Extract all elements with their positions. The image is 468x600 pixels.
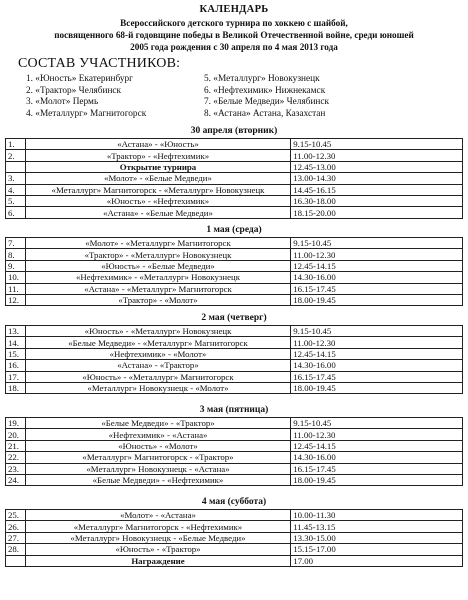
game-time: 14.30-16.00 [291,272,463,283]
game-time: 14.45-16.15 [291,184,463,195]
table-row [6,161,463,172]
game-teams: «Молот» - «Астана» [25,510,290,521]
participant-item: 6. «Нефтехимик» Нижнекамск [204,85,326,96]
game-teams: «Астана» - «Белые Медведи» [25,207,290,218]
schedule-table [5,509,463,567]
table-row [6,283,463,294]
game-time: 9.15-10.45 [291,238,463,249]
game-teams: «Металлург» Новокузнецк - «Белые Медведи» [25,532,290,543]
game-teams: «Металлург» Магнитогорск - «Нефтехимик» [25,521,290,532]
table-row [6,150,463,161]
game-teams: «Белые Медведи» - «Нефтехимик» [25,474,290,485]
day-heading: 3 мая (пятница) [199,405,269,415]
participant-item: 5. «Металлург» Новокузнецк [204,74,320,84]
game-time: 12.45-14.15 [291,348,463,359]
table-row [6,139,463,150]
game-number: 5. [6,195,26,206]
game-number: 24. [6,474,26,485]
table-row [6,337,463,348]
game-time: 11.00-12.30 [291,429,463,440]
event-name: Открытие турнира [25,161,290,172]
game-number: 8. [6,249,26,260]
game-time: 18.00-19.45 [291,294,463,305]
table-row [6,452,463,463]
game-teams: «Астана» - «Юность» [25,139,290,150]
subtitle-line-3: 2005 года рождения с 30 апреля по 4 мая 2013 года [130,42,338,52]
day-heading: 2 мая (четверг) [201,313,267,323]
game-teams: «Металлург» Новокузнецк - «Молот» [25,382,290,393]
game-teams: «Металлург» Магнитогорск - «Трактор» [25,452,290,463]
table-row [6,326,463,337]
game-teams: «Молот» - «Белые Медведи» [25,173,290,184]
game-number: 13. [6,326,26,337]
game-teams: «Юность» - «Молот» [25,440,290,451]
game-teams: «Нефтехимик» - «Астана» [25,429,290,440]
table-row [6,418,463,429]
game-time: 16.15-17.45 [291,463,463,474]
game-number: 6. [6,207,26,218]
schedule-table [5,325,463,394]
game-time: 12.45-13.00 [291,161,463,172]
participant-item: 7. «Белые Медведи» Челябинск [204,97,330,108]
game-number: 1. [6,139,26,150]
table-row [6,371,463,382]
game-time: 16.30-18.00 [291,195,463,206]
game-number: 10. [6,272,26,283]
game-teams: «Юность» - «Нефтехимик» [25,195,290,206]
table-row [6,348,463,359]
game-time: 11.45-13.15 [291,521,463,532]
game-number: 19. [6,418,26,429]
game-number: 18. [6,382,26,393]
game-teams: «Металлург» Магнитогорск - «Металлург» Новокузнецк [25,184,290,195]
participant-item: 2. «Трактор» Челябинск [26,85,122,96]
game-teams: «Юность» - «Трактор» [25,544,290,555]
table-row [6,521,463,532]
game-teams: «Молот» - «Металлург» Магнитогорск [25,238,290,249]
game-teams: «Трактор» - «Нефтехимик» [25,150,290,161]
table-row [6,429,463,440]
table-row [6,207,463,218]
game-teams: «Нефтехимик» - «Молот» [25,348,290,359]
table-row [6,555,463,566]
participant-item: 1. «Юность» Екатеринбург [26,74,133,84]
game-number: 17. [6,371,26,382]
game-time: 18.00-19.45 [291,474,463,485]
game-time: 16.15-17.45 [291,371,463,382]
game-number: 25. [6,510,26,521]
game-number: 3. [6,173,26,184]
table-row [6,184,463,195]
game-teams: «Белые Медведи» - «Металлург» Магнитогорск [25,337,290,348]
game-time: 13.30-15.00 [291,532,463,543]
game-number: 11. [6,283,26,294]
schedule-table [5,138,463,219]
game-teams: «Юность» - «Металлург» Новокузнецк [25,326,290,337]
game-number: 4. [6,184,26,195]
game-number: 23. [6,463,26,474]
participants-list-left [26,74,146,120]
game-time: 11.00-12.30 [291,337,463,348]
game-number: 16. [6,360,26,371]
table-row [6,510,463,521]
game-number: 7. [6,238,26,249]
game-number: 20. [6,429,26,440]
table-row [6,249,463,260]
game-time: 16.15-17.45 [291,283,463,294]
game-teams: «Трактор» - «Молот» [25,294,290,305]
document-title: КАЛЕНДАРЬ [199,4,269,15]
table-row [6,440,463,451]
game-teams: «Нефтехимик» - «Металлург» Новокузнецк [25,272,290,283]
table-row [6,463,463,474]
game-time: 12.45-14.15 [291,440,463,451]
subtitle-line-1: Всероссийского детского турнира по хоккею с шайбой, [120,18,348,28]
table-row [6,360,463,371]
game-teams: «Астана» - «Металлург» Магнитогорск [25,283,290,294]
game-teams: «Астана» - «Трактор» [25,360,290,371]
table-row [6,294,463,305]
day-heading: 1 мая (среда) [206,225,262,235]
table-row [6,173,463,184]
game-number [6,555,26,566]
game-time: 14.30-16.00 [291,452,463,463]
game-teams: «Металлург» Новокузнецк - «Астана» [25,463,290,474]
table-row [6,544,463,555]
game-time: 10.00-11.30 [291,510,463,521]
game-number: 14. [6,337,26,348]
participants-list-right [204,74,329,120]
table-row [6,195,463,206]
game-time: 14.30-16.00 [291,360,463,371]
game-time: 18.15-20.00 [291,207,463,218]
game-number: 22. [6,452,26,463]
game-number: 12. [6,294,26,305]
table-row [6,272,463,283]
game-teams: «Юность» - «Металлург» Магнитогорск [25,371,290,382]
subtitle-line-2: посвященного 68-й годовщине победы в Великой Отечественной войне, среди юношей [54,30,414,40]
table-row [6,382,463,393]
schedule-table [5,417,463,486]
game-time: 9.15-10.45 [291,326,463,337]
game-time: 9.15-10.45 [291,418,463,429]
participants-heading: СОСТАВ УЧАСТНИКОВ: [18,56,181,71]
game-time: 9.15-10.45 [291,139,463,150]
game-time: 18.00-19.45 [291,382,463,393]
game-time: 17.00 [291,555,463,566]
participant-item: 3. «Молот» Пермь [26,97,99,108]
schedule-table [5,237,463,306]
game-time: 11.00-12.30 [291,150,463,161]
game-teams: «Белые Медведи» - «Трактор» [25,418,290,429]
game-number: 9. [6,260,26,271]
table-row [6,532,463,543]
game-time: 13.00-14.30 [291,173,463,184]
game-number: 26. [6,521,26,532]
event-name: Награждение [25,555,290,566]
table-row [6,474,463,485]
day-heading: 4 мая (суббота) [201,497,267,507]
game-teams: «Трактор» - «Металлург» Новокузнецк [25,249,290,260]
table-row [6,260,463,271]
game-number: 27. [6,532,26,543]
game-time: 15.15-17.00 [291,544,463,555]
participant-item: 8. «Астана» Астана, Казахстан [204,108,326,119]
game-time: 11.00-12.30 [291,249,463,260]
game-time: 12.45-14.15 [291,260,463,271]
day-heading: 30 апреля (вторник) [190,126,278,136]
game-number: 28. [6,544,26,555]
table-row [6,238,463,249]
game-number: 2. [6,150,26,161]
game-teams: «Юность» - «Белые Медведи» [25,260,290,271]
game-number [6,161,26,172]
game-number: 15. [6,348,26,359]
game-number: 21. [6,440,26,451]
participant-item: 4. «Металлург» Магнитогорск [26,108,147,119]
